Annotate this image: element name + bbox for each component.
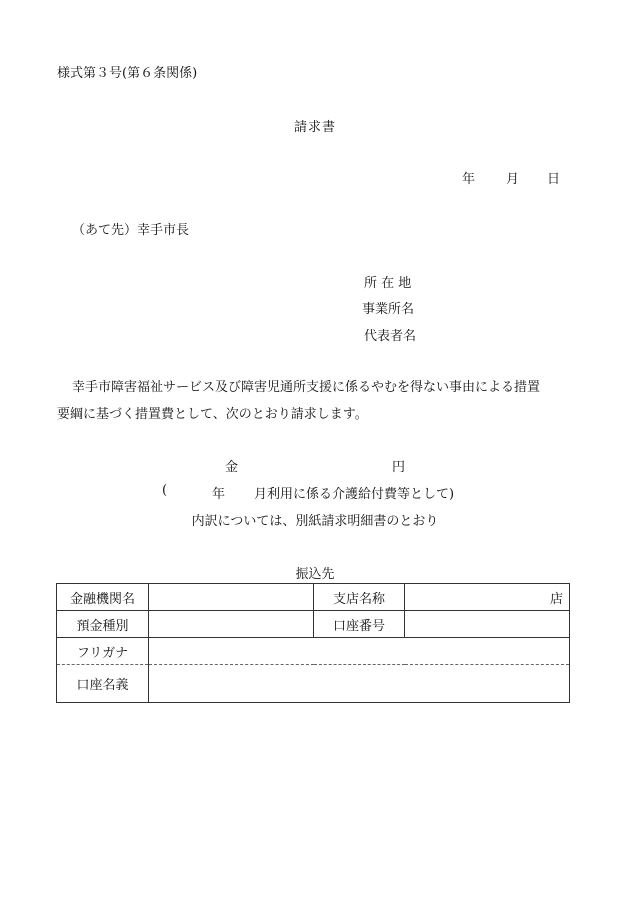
- account-type-field[interactable]: [149, 611, 314, 638]
- bank-transfer-table: [56, 583, 570, 703]
- sender-address-label: 所 在 地: [364, 276, 412, 291]
- account-number-field[interactable]: [405, 611, 570, 638]
- furigana-label: フリガナ: [57, 638, 149, 665]
- sender-representative-label: 代表者名: [364, 329, 417, 344]
- account-type-label: 預金種別: [57, 611, 149, 638]
- date-year-label: 年: [462, 172, 476, 187]
- usage-year-label: 年: [212, 487, 226, 502]
- account-name-label: 口座名義: [57, 665, 149, 703]
- sender-office-label: 事業所名: [362, 302, 415, 317]
- date-month-label: 月: [506, 172, 520, 187]
- usage-description: 月利用に係る介護給付費等として): [254, 487, 455, 502]
- branch-label: 支店名称: [314, 584, 405, 611]
- body-line-2: 要綱に基づく措置費として、次のとおり請求します。: [57, 407, 368, 422]
- table-row: [57, 611, 570, 638]
- institution-label: 金融機関名: [57, 584, 149, 611]
- document-title: 請求書: [293, 120, 336, 135]
- usage-open-paren: (: [162, 483, 168, 498]
- date-day-label: 日: [547, 172, 561, 187]
- breakdown-note: 内訳については、別紙請求明細書のとおり: [191, 514, 439, 529]
- branch-field[interactable]: [405, 584, 570, 611]
- bank-heading: 振込先: [295, 567, 335, 582]
- account-number-label: 口座番号: [314, 611, 405, 638]
- table-row: [57, 665, 570, 703]
- furigana-field[interactable]: [149, 638, 570, 665]
- amount-en-label: 円: [392, 460, 406, 475]
- addressee: （あて先）幸手市長: [72, 223, 190, 238]
- account-name-field[interactable]: [149, 665, 570, 703]
- body-line-1: 幸手市障害福祉サービス及び障害児通所支援に係るやむを得ない事由による措置: [72, 380, 541, 395]
- table-row: [57, 584, 570, 611]
- form-number: 様式第３号(第６条関係): [57, 66, 198, 81]
- amount-kin-label: 金: [225, 460, 239, 475]
- table-row: [57, 638, 570, 665]
- branch-suffix: 店: [549, 591, 563, 607]
- institution-field[interactable]: [149, 584, 314, 611]
